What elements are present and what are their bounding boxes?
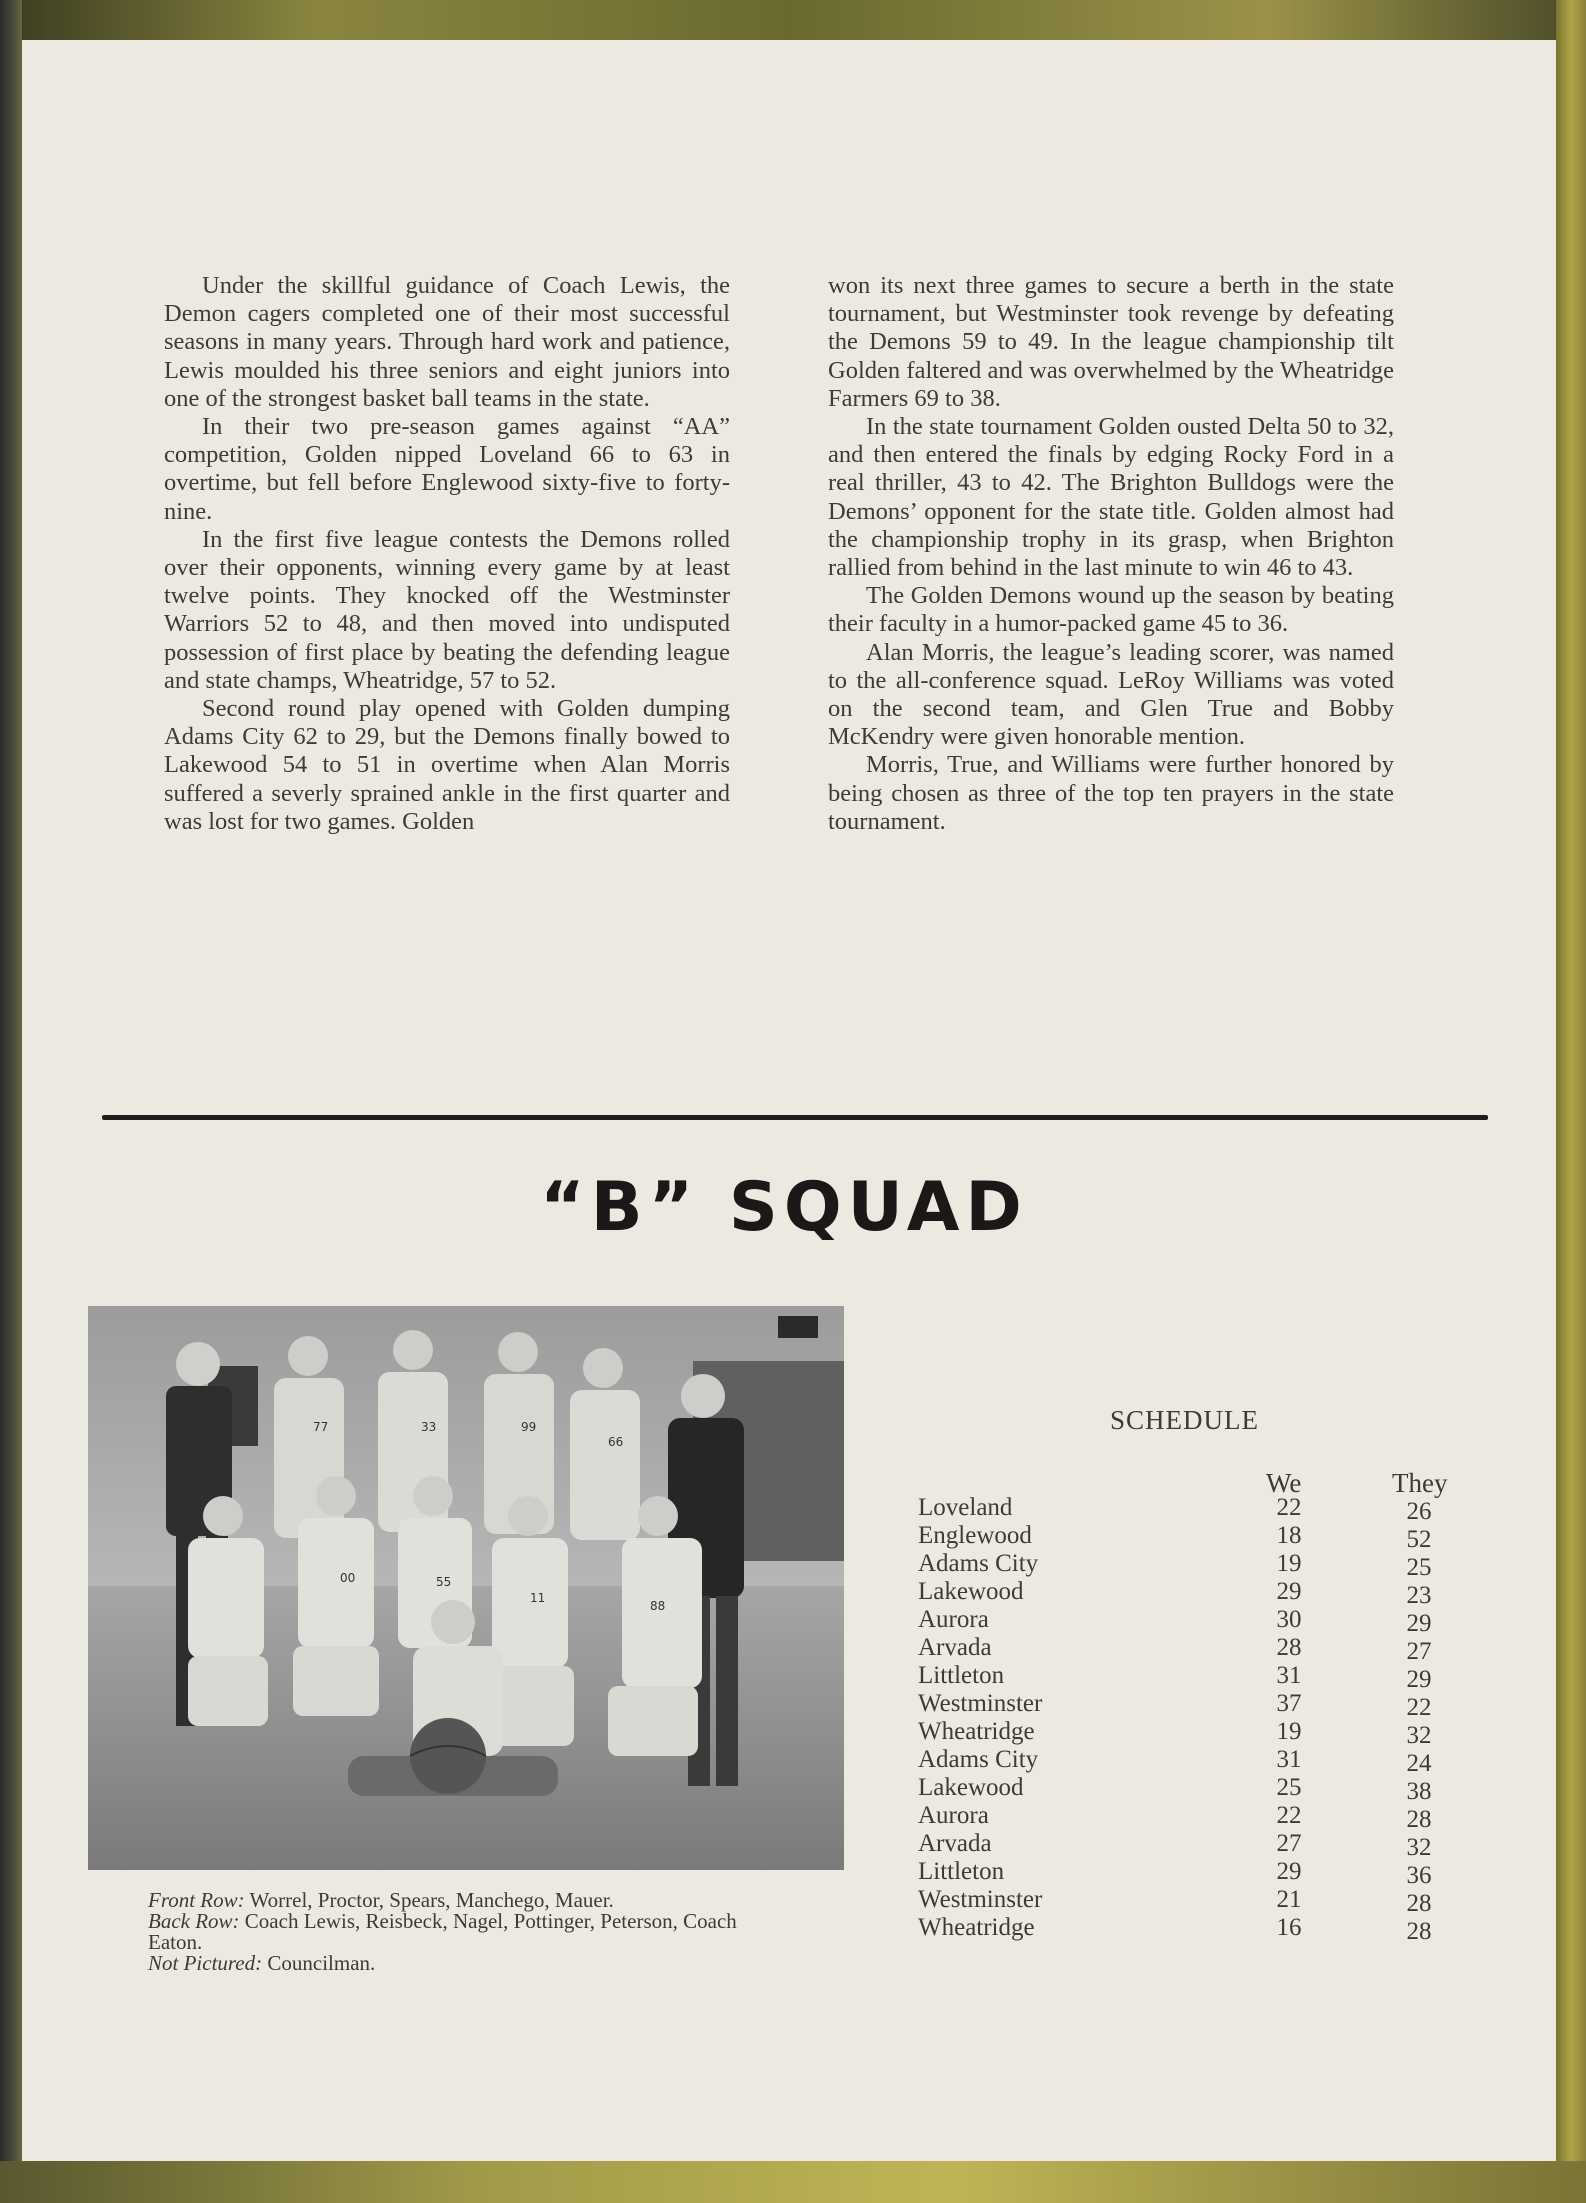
opponent: Westminster: [918, 1690, 1043, 1717]
opponent: Lakewood: [918, 1774, 1024, 1801]
book-edge-top: [0, 0, 1586, 40]
opponent: Littleton: [918, 1662, 1005, 1689]
article-paragraph: Alan Morris, the league’s leading scorer, was named to the all-conference squad. LeRoy Williams was voted on the second team, and Glen True and Bobby McKendry were given honorable mention.: [828, 638, 1394, 751]
score-we: 30: [1276, 1606, 1302, 1633]
schedule-row: [0, 1718, 1586, 1749]
score-they: 22: [1406, 1694, 1432, 1721]
opponent: Wheatridge: [918, 1718, 1035, 1745]
schedule-row: [0, 1802, 1586, 1833]
caption-not-pictured: [148, 1953, 788, 1974]
score-we: 27: [1276, 1830, 1302, 1857]
schedule-row: [0, 1578, 1586, 1609]
jersey-number: 00: [340, 1571, 356, 1585]
schedule-row: [0, 1550, 1586, 1581]
score-they: 23: [1406, 1582, 1432, 1609]
score-we: 22: [1276, 1802, 1302, 1829]
opponent: Westminster: [918, 1886, 1043, 1913]
score-they: 29: [1406, 1610, 1432, 1637]
score-they: 24: [1406, 1750, 1432, 1777]
opponent: Wheatridge: [918, 1914, 1035, 1941]
caption-names: Worrel, Proctor, Spears, Manchego, Mauer.: [249, 1888, 614, 1912]
score-we: 25: [1276, 1774, 1302, 1801]
schedule-row: [0, 1634, 1586, 1665]
score-we: 31: [1276, 1746, 1302, 1773]
score-they: 36: [1406, 1862, 1432, 1889]
score-they: 32: [1406, 1834, 1432, 1861]
opponent: Loveland: [918, 1494, 1013, 1521]
opponent: Aurora: [918, 1802, 989, 1829]
schedule-row: [0, 1858, 1586, 1889]
schedule-row: [0, 1522, 1586, 1553]
schedule-header-we: We: [1266, 1468, 1302, 1498]
article-paragraph: Second round play opened with Golden dumping Adams City 62 to 29, but the Demons finally bowed to Lakewood 54 to 51 in overtime when Alan Morris suffered a severly sprained ankle in the first quarter and was lost for two games. Golden: [164, 695, 730, 835]
opponent: Lakewood: [918, 1578, 1024, 1605]
score-they: 52: [1406, 1526, 1432, 1553]
schedule-row: [0, 1662, 1586, 1693]
article-paragraph: In the first five league contests the Demons rolled over their opponents, winning every game by at least twelve points. They knocked off the Westminster Warriors 52 to 48, and then moved into undisputed possession of first place by beating the defending league and state champs, Wheatridge, 57 to 52.: [164, 525, 730, 694]
score-we: 21: [1276, 1886, 1302, 1913]
schedule-row: [0, 1746, 1586, 1777]
article-column-left: [164, 272, 730, 836]
article-paragraph: In the state tournament Golden ousted Delta 50 to 32, and then entered the finals by edging Rocky Ford in a real thriller, 43 to 42. The Brighton Bulldogs were the Demons’ opponent for the state title. Golden almost had the championship trophy in its grasp, when Brighton rallied from behind in the last minute to win 46 to 43.: [828, 413, 1394, 582]
jersey-number: 33: [421, 1420, 437, 1434]
score-they: 38: [1406, 1778, 1432, 1805]
article-paragraph: won its next three games to secure a berth in the state tournament, but Westminster took revenge by defeating the Demons 59 to 49. In the league championship tilt Golden faltered and was overwhelmed by the Wheatridge Farmers 69 to 38.: [828, 272, 1394, 412]
schedule-row: [0, 1774, 1586, 1805]
score-they: 27: [1406, 1638, 1432, 1665]
opponent: Englewood: [918, 1522, 1032, 1549]
jersey-number: 77: [313, 1420, 329, 1434]
score-we: 19: [1276, 1718, 1302, 1745]
opponent: Aurora: [918, 1606, 989, 1633]
score-they: 29: [1406, 1666, 1432, 1693]
schedule-row: [0, 1914, 1586, 1945]
jersey-number: 55: [436, 1575, 452, 1589]
article-paragraph: Under the skillful guidance of Coach Lewis, the Demon cagers completed one of their most successful seasons in many years. Through hard work and patience, Lewis moulded his three seniors and eight juniors into one of the strongest basket ball teams in the state.: [164, 272, 730, 412]
caption-label: Not Pictured:: [148, 1951, 263, 1975]
schedule-title: SCHEDULE: [1110, 1405, 1259, 1435]
article-paragraph: The Golden Demons wound up the season by beating their faculty in a humor-packed game 45 to 36.: [828, 582, 1394, 638]
score-we: 29: [1276, 1578, 1302, 1605]
caption-label: Back Row:: [148, 1909, 240, 1933]
schedule-row: [0, 1606, 1586, 1637]
schedule-row: [0, 1830, 1586, 1861]
caption-label: Front Row:: [148, 1888, 245, 1912]
schedule-header-they: They: [1392, 1468, 1448, 1498]
score-we: 18: [1276, 1522, 1302, 1549]
opponent: Arvada: [918, 1830, 992, 1857]
score-we: 29: [1276, 1858, 1302, 1885]
schedule-row: [0, 1690, 1586, 1721]
jersey-number: 66: [608, 1435, 624, 1449]
score-they: 28: [1406, 1890, 1432, 1917]
article-column-right: [828, 272, 1394, 836]
opponent: Adams City: [918, 1746, 1039, 1773]
book-edge-bottom: [0, 2161, 1586, 2203]
jersey-number: 11: [530, 1591, 546, 1605]
score-they: 25: [1406, 1554, 1432, 1581]
schedule-row: [0, 1886, 1586, 1917]
score-they: 28: [1406, 1806, 1432, 1833]
jersey-number: 88: [650, 1599, 666, 1613]
section-divider: [102, 1115, 1488, 1120]
jersey-number: 99: [521, 1420, 537, 1434]
article-paragraph: In their two pre-season games against “AA” competition, Golden nipped Loveland 66 to 63 in overtime, but fell before Englewood sixty-five to forty-nine.: [164, 413, 730, 525]
schedule-row: [0, 1494, 1586, 1525]
article-paragraph: Morris, True, and Williams were further honored by being chosen as three of the top ten prayers in the state tournament.: [828, 751, 1394, 835]
score-we: 22: [1276, 1494, 1302, 1521]
opponent: Arvada: [918, 1634, 992, 1661]
caption-names: Councilman.: [267, 1951, 376, 1975]
score-we: 16: [1276, 1914, 1302, 1941]
opponent: Adams City: [918, 1550, 1039, 1577]
score-we: 28: [1276, 1634, 1302, 1661]
score-we: 31: [1276, 1662, 1302, 1689]
score-they: 32: [1406, 1722, 1432, 1749]
score-they: 28: [1406, 1918, 1432, 1945]
caption-names: Coach Lewis, Reisbeck, Nagel, Pottinger, Peterson, Coach Eaton.: [148, 1909, 737, 1954]
score-they: 26: [1406, 1498, 1432, 1525]
section-title: “B” SQUAD: [540, 1168, 1028, 1247]
opponent: Littleton: [918, 1858, 1005, 1885]
score-we: 37: [1276, 1690, 1302, 1717]
score-we: 19: [1276, 1550, 1302, 1577]
